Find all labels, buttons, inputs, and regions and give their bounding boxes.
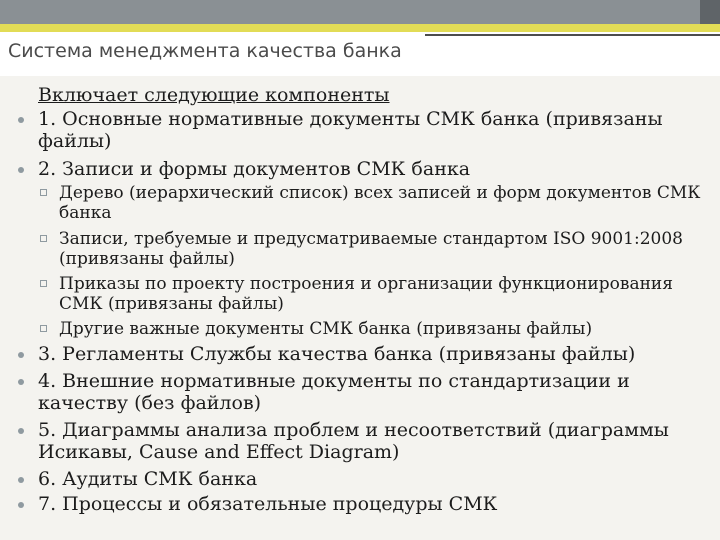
bullet-square-icon xyxy=(40,325,47,332)
list-item-text: 1. Основные нормативные документы СМК банка (привязаны файлы) xyxy=(38,108,663,152)
bullet-square-icon xyxy=(40,189,47,196)
bullet-dot-icon xyxy=(18,477,24,483)
slide-title: Система менеджмента качества банка xyxy=(8,40,402,62)
list-item-text: 5. Диаграммы анализа проблем и несоответствий (диаграммы Исикавы, Cause and Effect Diagram) xyxy=(38,419,669,463)
list-item-text: 3. Регламенты Службы качества банка (привязаны файлы) xyxy=(38,343,636,365)
top-decor-corner xyxy=(700,0,720,24)
bullet-dot-icon xyxy=(18,167,24,173)
bullet-dot-icon xyxy=(18,428,24,434)
list-item-text: 2. Записи и формы документов СМК банка xyxy=(38,158,471,180)
list-item-text: 4. Внешние нормативные документы по стандартизации и качеству (без файлов) xyxy=(38,370,630,414)
bullet-dot-icon xyxy=(18,352,24,358)
bullet-dot-icon xyxy=(18,502,24,508)
sub-list-item-text: Другие важные документы СМК банка (привязаны файлы) xyxy=(59,319,593,339)
sub-list-item-text: Дерево (иерархический список) всех записей и форм документов СМК банка xyxy=(59,183,701,223)
bullet-dot-icon xyxy=(18,117,24,123)
top-decor-bar xyxy=(0,0,720,24)
list-item-text: 7. Процессы и обязательные процедуры СМК xyxy=(38,493,498,515)
sub-list-item-text: Приказы по проекту построения и организации функционирования СМК (привязаны файлы) xyxy=(59,274,673,314)
sub-list-item-text: Записи, требуемые и предусматриваемые стандартом ISO 9001:2008 (привязаны файлы) xyxy=(59,229,683,269)
accent-bar xyxy=(0,24,720,32)
bullet-square-icon xyxy=(40,235,47,242)
title-rule xyxy=(425,34,720,36)
intro-text: Включает следующие компоненты xyxy=(38,84,390,106)
list-item-text: 6. Аудиты СМК банка xyxy=(38,468,258,490)
bullet-dot-icon xyxy=(18,379,24,385)
bullet-square-icon xyxy=(40,280,47,287)
